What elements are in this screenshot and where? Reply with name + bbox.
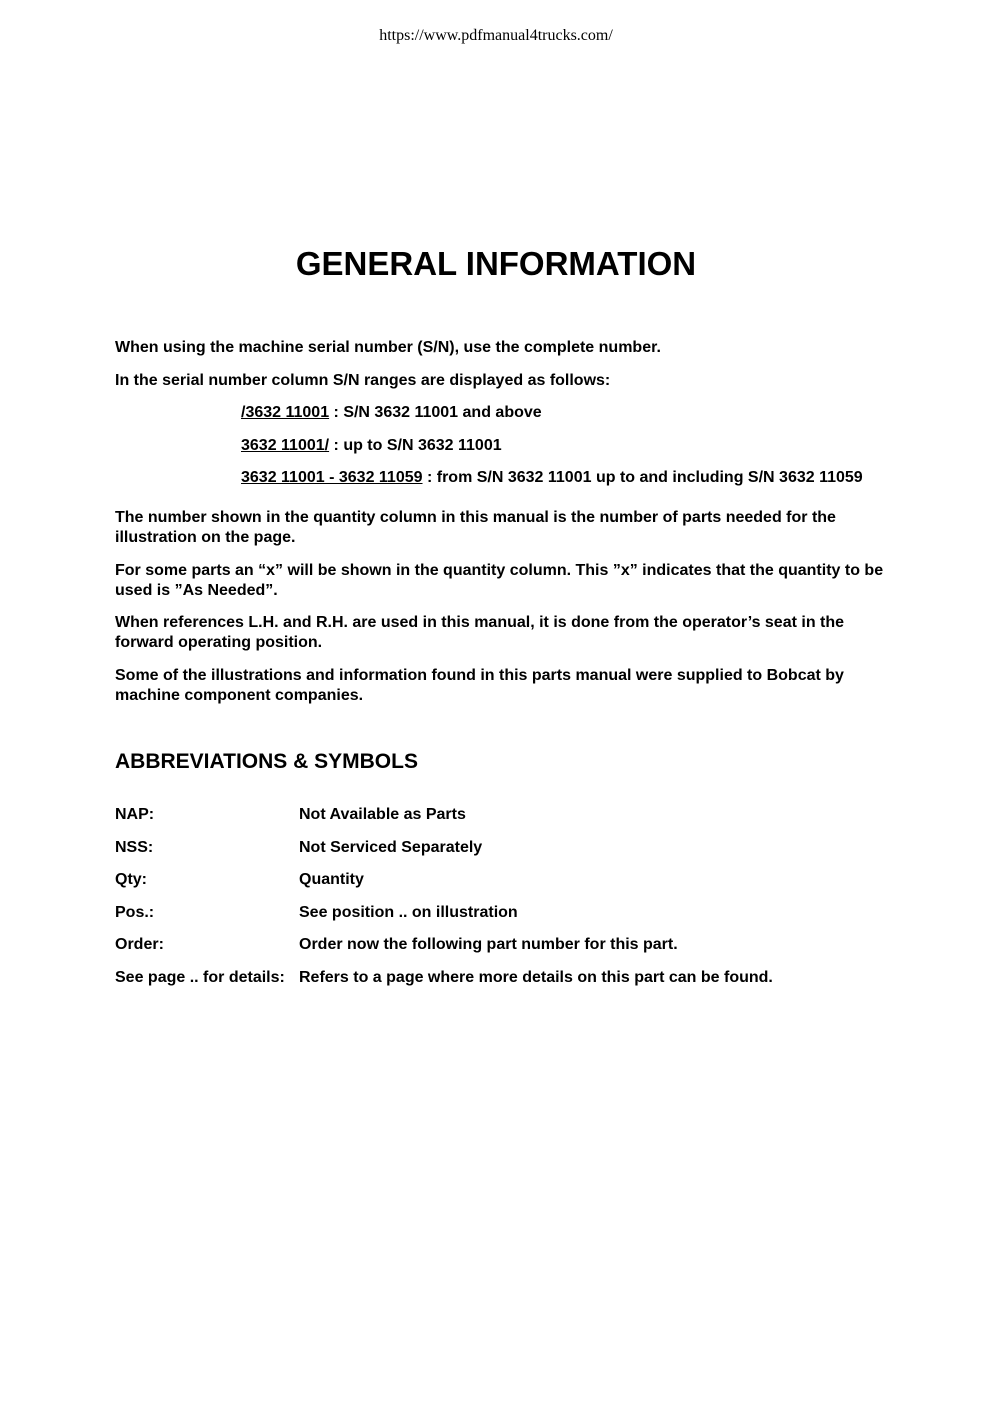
abbreviations-title: ABBREVIATIONS & SYMBOLS [115, 750, 418, 773]
intro-paragraph-ranges: In the serial number column S/N ranges are displayed as follows: [115, 372, 611, 389]
intro-paragraph-serial-number: When using the machine serial number (S/N), use the complete number. [115, 339, 661, 356]
abbreviation-term: Qty: [115, 871, 147, 888]
range-code: 3632 11001/ [241, 437, 330, 454]
abbreviation-term: NSS: [115, 839, 154, 856]
range-description: : S/N 3632 11001 and above [329, 404, 542, 421]
header-url: https://www.pdfmanual4trucks.com/ [379, 27, 613, 44]
range-description: : up to S/N 3632 11001 [329, 437, 502, 454]
abbreviation-definition: Not Available as Parts [299, 806, 466, 823]
abbreviation-definition: See position .. on illustration [299, 904, 518, 921]
abbreviation-term: Order: [115, 936, 164, 953]
paragraph-lh-rh: When references L.H. and R.H. are used in this manual, it is done from the operator’s seat in the forward operating position. [115, 614, 845, 651]
abbreviation-definition: Quantity [299, 871, 364, 888]
abbreviation-term: NAP: [115, 806, 155, 823]
range-item [241, 436, 502, 456]
paragraph-quantity: The number shown in the quantity column in this manual is the number of parts needed for the illustration on the page. [115, 509, 836, 546]
abbreviation-term: Pos.: [115, 904, 155, 921]
range-code: 3632 11001 - 3632 11059 [241, 469, 423, 486]
paragraph-as-needed: For some parts an “x” will be shown in the quantity column. This ”x” indicates that the quantity to be used is ”As Needed”. [115, 562, 884, 599]
abbreviation-definition: Order now the following part number for this part. [299, 936, 678, 953]
range-description: : from S/N 3632 11001 up to and including S/N 3632 11059 [422, 469, 863, 486]
abbreviation-term: See page .. for details: [115, 969, 285, 986]
abbreviation-definition: Not Serviced Separately [299, 839, 483, 856]
page-title: GENERAL INFORMATION [295, 245, 697, 282]
range-item [241, 468, 863, 488]
paragraph-suppliers: Some of the illustrations and information found in this parts manual were supplied to Bobcat by machine component companies. [115, 667, 844, 704]
abbreviation-definition: Refers to a page where more details on this part can be found. [299, 969, 773, 986]
range-code: /3632 11001 [241, 404, 330, 421]
range-item [241, 403, 542, 423]
